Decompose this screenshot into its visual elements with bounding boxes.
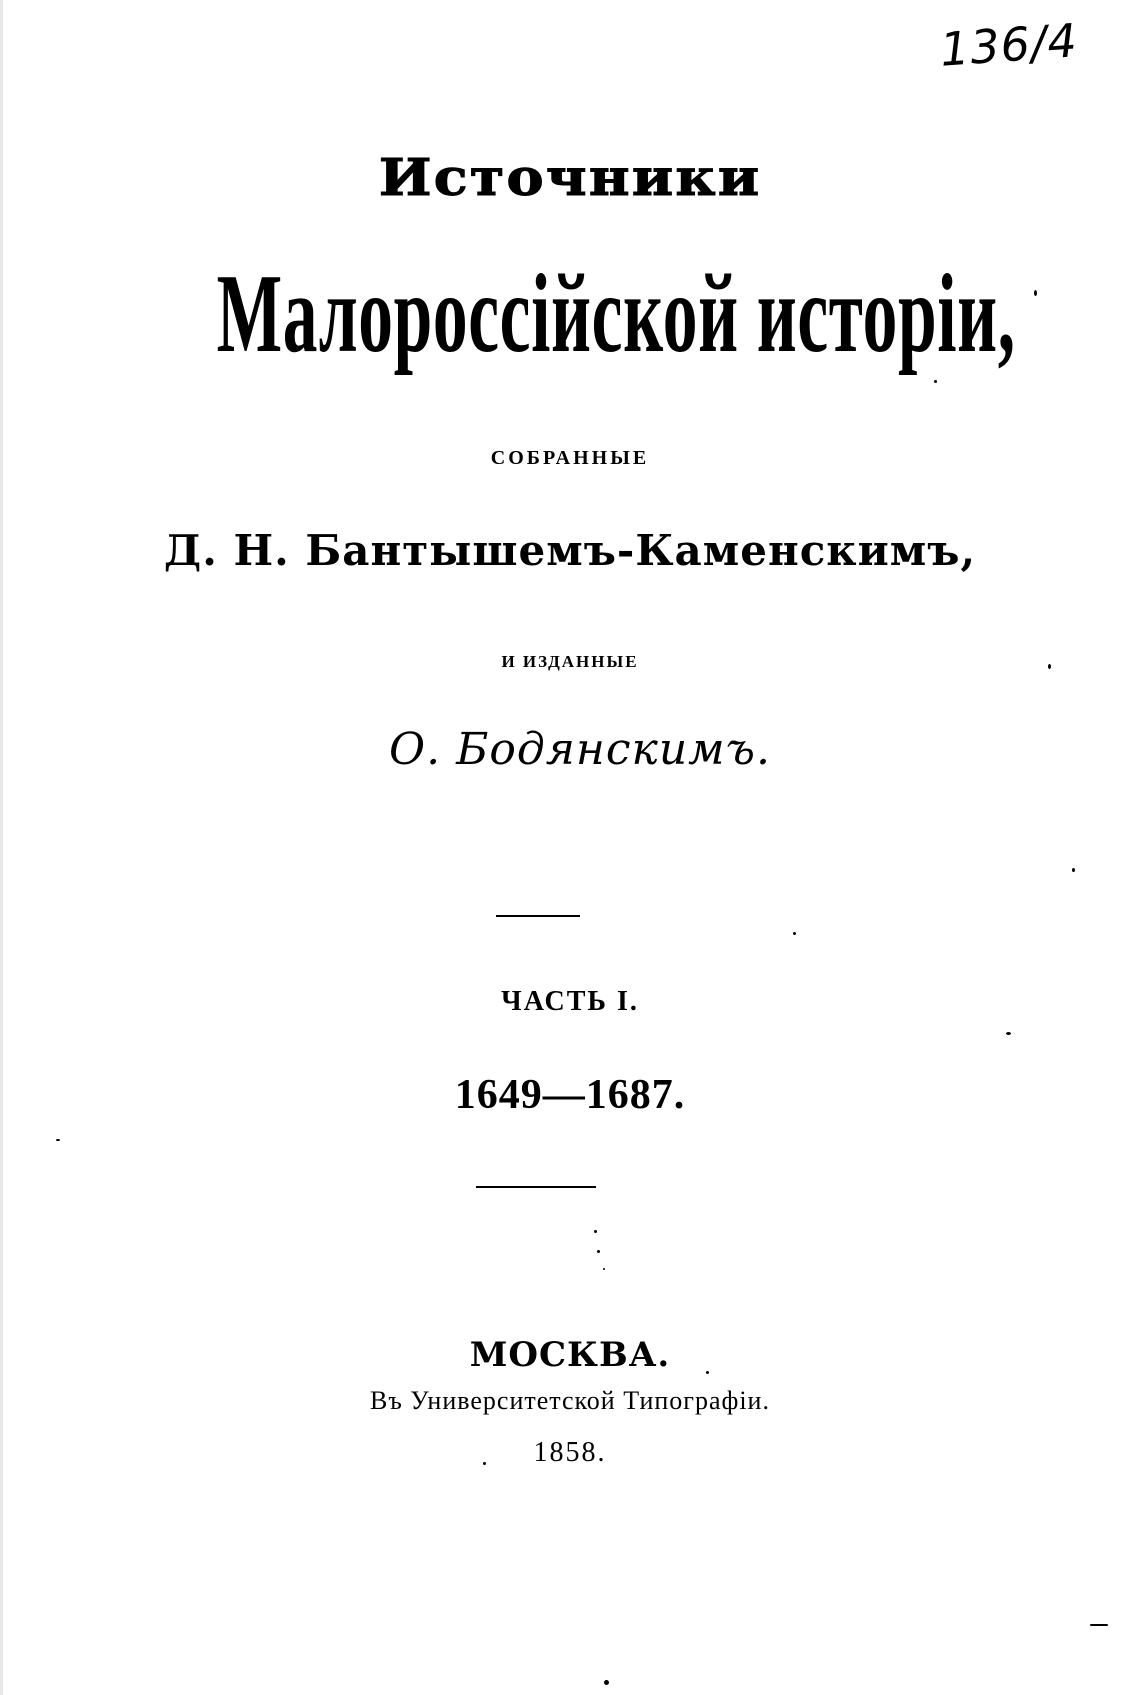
editor-name: О. Бодянскимъ. (389, 724, 771, 775)
divider-rule-bottom (476, 1186, 596, 1188)
scan-speck (1048, 664, 1051, 669)
printing-house: Въ Университетской Типографіи. (370, 1386, 770, 1415)
divider-rule-top (496, 915, 580, 917)
scan-speck (706, 1371, 709, 1374)
scan-speck (603, 1268, 605, 1270)
scan-speck (483, 1462, 486, 1465)
year-range: 1649—1687. (454, 1072, 686, 1118)
handwritten-shelf-mark: 136/4 (938, 13, 1080, 77)
scan-speck (1034, 290, 1037, 296)
scan-speck (934, 380, 937, 383)
scan-speck (0, 0, 3, 1695)
part-number: ЧАСТЬ I. (501, 986, 639, 1017)
scan-speck (56, 1139, 60, 1141)
title-line-1: Источники (378, 148, 762, 208)
scan-speck (604, 1680, 609, 1685)
published-by-label: И ИЗДАННЫЕ (501, 652, 639, 671)
scan-speck (1072, 868, 1075, 872)
title-line-2: Малороссійской исторіи, (216, 252, 1016, 376)
publication-year: 1858. (533, 1437, 607, 1468)
scan-speck (1006, 1032, 1011, 1035)
scan-speck (1090, 1624, 1108, 1626)
scan-speck (594, 1230, 597, 1233)
scan-speck (793, 932, 796, 935)
scan-speck (597, 1250, 600, 1253)
publication-city: МОСКВА. (469, 1335, 671, 1375)
author-name: Д. Н. Бантышемъ-Каменскимъ, (163, 526, 977, 575)
collected-by-label: СОБРАННЫЕ (490, 447, 650, 469)
